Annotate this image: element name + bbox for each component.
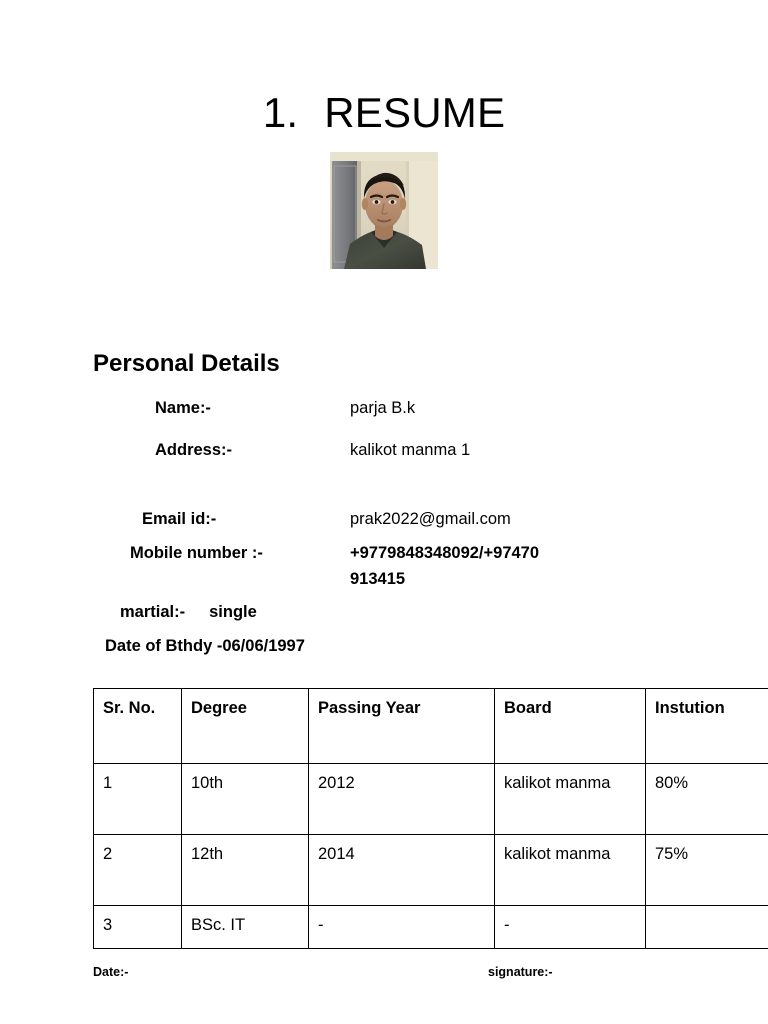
table-row — [94, 906, 768, 949]
title-list-number: 1. — [262, 89, 299, 136]
cell-passing-year: 2012 — [309, 764, 495, 835]
table-header-degree: Degree — [182, 689, 309, 764]
table-header-passing-year: Passing Year — [309, 689, 495, 764]
table-row — [94, 835, 768, 906]
table-header-row — [94, 689, 768, 764]
table-header-sr-no: Sr. No. — [94, 689, 182, 764]
title-text: RESUME — [324, 89, 506, 136]
page-title — [0, 88, 768, 138]
portrait-photo-graphic — [330, 152, 438, 269]
cell-instution: 75% — [646, 835, 768, 906]
table-row — [94, 764, 768, 835]
field-value-mobile: +9779848348092/+97470 913415 — [350, 544, 540, 588]
cell-board: - — [495, 906, 646, 949]
field-date-of-birth: Date of Bthdy -06/06/1997 — [105, 637, 305, 655]
table-header-instution: Instution — [646, 689, 768, 764]
portrait-photo — [330, 152, 438, 269]
field-value-address: kalikot manma 1 — [350, 441, 471, 459]
cell-instution: 80% — [646, 764, 768, 835]
cell-sr-no: 2 — [94, 835, 182, 906]
field-value-name: parja B.k — [350, 399, 416, 417]
cell-sr-no: 3 — [94, 906, 182, 949]
cell-board: kalikot manma — [495, 764, 646, 835]
cell-passing-year: - — [309, 906, 495, 949]
field-martial: martial:- single — [120, 599, 257, 625]
cell-degree: BSc. IT — [182, 906, 309, 949]
footer-date-label: Date:- — [93, 965, 129, 979]
cell-board: kalikot manma — [495, 835, 646, 906]
field-label-email: Email id:- — [142, 510, 217, 528]
education-table — [93, 688, 768, 949]
cell-instution — [646, 906, 768, 949]
table-header-board: Board — [495, 689, 646, 764]
cell-passing-year: 2014 — [309, 835, 495, 906]
field-label-name: Name:- — [155, 399, 211, 417]
field-label-mobile: Mobile number :- — [130, 544, 263, 562]
cell-degree: 10th — [182, 764, 309, 835]
cell-sr-no: 1 — [94, 764, 182, 835]
cell-degree: 12th — [182, 835, 309, 906]
field-value-martial: single — [209, 603, 257, 621]
footer-signature-label: signature:- — [488, 965, 553, 979]
field-value-email: prak2022@gmail.com — [350, 510, 511, 528]
personal-details-heading: Personal Details — [93, 350, 280, 377]
field-label-address: Address:- — [155, 441, 233, 459]
